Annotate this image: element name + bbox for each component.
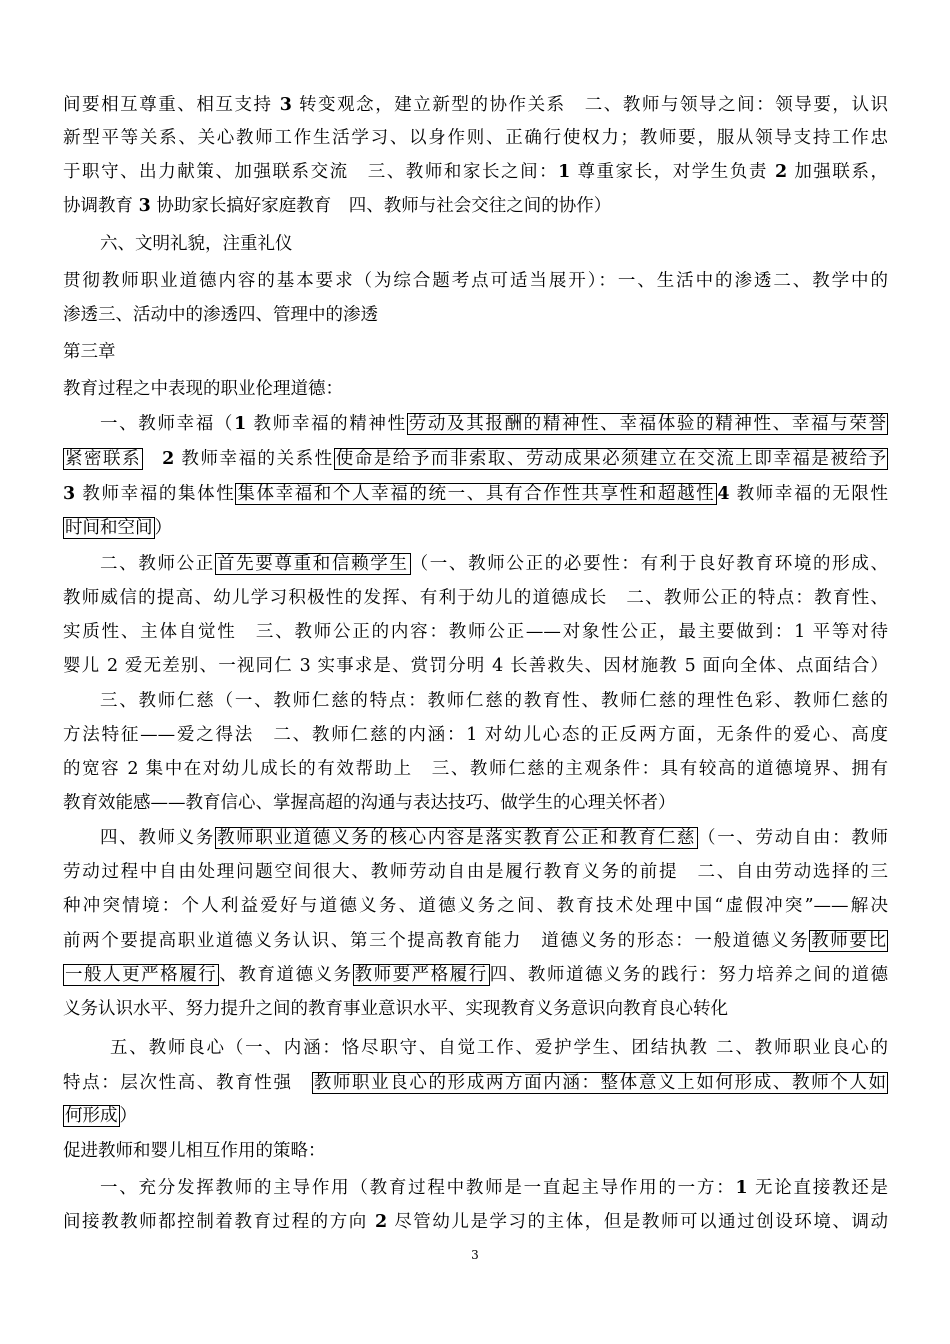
text-line [63,856,888,889]
boxed-highlight: 教师要严格履行 [354,965,488,985]
text-run: 于职守、出力献策、加强联系交流 三、教师和家长之间： [63,162,559,182]
bold-number: 4 [717,484,730,504]
text-run: （一、教师公正的必要性：有利于良好教育环境的形成、 [410,554,889,574]
text-run: 间要相互尊重、相互支持 [63,95,280,115]
text-line [63,787,888,820]
boxed-highlight: 时间和空间 [65,518,153,538]
text-run: 三、教师仁慈（一、教师仁慈的特点：教师仁慈的教育性、教师仁慈的理性色彩、教师仁慈的 [100,691,888,711]
boxed-highlight: 教师要比 [811,931,887,951]
bold-number: 3 [279,95,292,115]
boxed-highlight: 集体幸福和个人幸福的统一、具有合作性共享性和超越性 [237,484,716,504]
bold-number: 3 [138,196,151,216]
text-run: 新型平等关系、关心教师工作生活学习、以身作则、正确行使权力；教师要，服从领导支持工作忠 [63,128,888,148]
text-run [143,449,162,469]
bold-number: 2 [162,449,175,469]
text-run: 六、文明礼貌，注重礼仪 [100,234,293,254]
boxed-highlight: 劳动及其报酬的精神性、幸福体验的精神性、幸福与荣誉 [408,414,886,434]
text-line [63,993,888,1026]
text-run: 贯彻教师职业道德内容的基本要求（为综合题考点可适当展开）：一、生活中的渗透二、教学中的 [63,271,888,291]
text-run: 实质性、主体自觉性 三、教师公正的内容：教师公正——对象性公正，最主要做到：1 平等对待 [63,622,888,642]
text-line [100,1172,888,1205]
text-run: 渗透三、活动中的渗透四、管理中的渗透 [63,305,378,325]
text-line [63,512,888,545]
text-run: 义务认识水平、努力提升之间的教育事业意识水平、实现教育义务意识向教育良心转化 [63,999,728,1019]
text-line [63,299,888,332]
bold-number: 1 [234,414,247,434]
text-run: 教师幸福的关系性 [174,449,334,469]
text-line [63,719,888,752]
text-run: 前两个要提高职业道德义务认识、第三个提高教育能力 道德义务的形态：一般道德义务 [63,931,810,951]
text-run: 二、教师公正 [100,554,215,574]
bold-number: 3 [63,484,76,504]
boxed-highlight: 教师职业良心的形成两方面内涵：整体意义上如何形成、教师个人如 [313,1073,886,1093]
text-line [63,89,888,122]
text-run: 四、教师道德义务的践行：努力培养之间的道德 [489,965,889,985]
page-number: 3 [471,1248,479,1262]
text-line [63,582,888,615]
boxed-highlight: 使命是给予而非索取、劳动成果必须建立在交流上即幸福是被给予 [335,449,887,469]
text-line [100,408,888,441]
text-line [100,685,888,718]
text-line [110,1032,888,1065]
boxed-highlight: 教师职业道德义务的核心内容是落实教育公正和教育仁慈 [216,828,697,848]
text-run: 教师威信的提高、幼儿学习积极性的发挥、有利于幼儿的道德成长 二、教师公正的特点：教育性、 [63,588,888,608]
text-run: 特点：层次性高、教育性强 [63,1073,312,1093]
text-run: 方法特征——爱之得法 二、教师仁慈的内涵：1 对幼儿心态的正反两方面，无条件的爱心、高度 [63,725,888,745]
text-line [63,373,888,406]
text-run: 教师幸福的精神性 [246,414,407,434]
text-line [63,925,888,958]
text-line [63,122,888,155]
text-run: 教育效能感——教育信心、掌握高超的沟通与表达技巧、做学生的心理关怀者） [63,793,676,813]
text-run: ） [154,518,172,538]
text-run: 加强联系， [787,162,889,182]
text-line [63,265,888,298]
text-line [63,1067,888,1100]
bold-number: 1 [558,162,571,182]
text-line [63,443,888,476]
text-line [100,822,888,855]
text-run: 四、教师义务 [100,828,215,848]
boxed-highlight: 何形成 [65,1106,118,1126]
text-run: （一、劳动自由：教师 [698,828,889,848]
text-run: 尊重家长，对学生负责 [570,162,776,182]
text-run: 促进教师和婴儿相互作用的策略： [63,1141,326,1161]
text-line [63,336,888,369]
text-run: 五、教师良心（一、内涵：恪尽职守、自觉工作、爱护学生、团结执教 二、教师职业良心的 [110,1038,888,1058]
bold-number: 2 [775,162,788,182]
text-line [63,156,888,189]
text-line [63,753,888,786]
text-run: 教师幸福的无限性 [729,484,889,504]
text-run: 、教育道德义务 [219,965,353,985]
text-run: 转变观念，建立新型的协作关系 二、教师与领导之间：领导要，认识 [291,95,889,115]
text-line [63,1135,888,1168]
bold-number: 2 [374,1212,388,1232]
text-line [63,1206,888,1239]
text-run: 劳动过程中自由处理问题空间很大、教师劳动自由是履行教育义务的前提 二、自由劳动选择的三 [63,862,888,882]
boxed-highlight: 紧密联系 [65,449,142,469]
text-run: 第三章 [63,342,116,362]
text-run: 教育过程之中表现的职业伦理道德： [63,379,343,399]
text-run: 协调教育 [63,196,139,216]
text-run: 一、教师幸福（ [100,414,235,434]
text-line [100,228,888,261]
text-line [63,478,888,511]
text-run: 婴儿 2 爱无差别、一视同仁 3 实事求是、赏罚分明 4 长善救失、因材施教 5 面向全体、点面结合） [63,656,888,676]
text-line [63,959,888,992]
text-run: 无论直接教还是 [747,1178,889,1198]
text-run: 尽管幼儿是学习的主体，但是教师可以通过创设环境、调动 [387,1212,889,1232]
text-run: ） [119,1106,137,1126]
text-run: 的宽容 2 集中在对幼儿成长的有效帮助上 三、教师仁慈的主观条件：具有较高的道德境界、拥有 [63,759,888,779]
text-run: 间接教教师都控制着教育过程的方向 [63,1212,375,1232]
text-line [63,1100,888,1133]
text-run: 教师幸福的集体性 [75,484,236,504]
text-run: 协助家长搞好家庭教育 四、教师与社会交往之间的协作） [150,196,612,216]
text-run: 一、充分发挥教师的主导作用（教育过程中教师是一直起主导作用的一方： [100,1178,736,1198]
bold-number: 1 [735,1178,748,1198]
text-line [63,616,888,649]
text-line [63,190,888,223]
text-line [100,548,888,581]
boxed-highlight: 一般人更严格履行 [65,965,218,985]
boxed-highlight: 首先要尊重和信赖学生 [216,554,409,574]
text-line [63,650,888,683]
text-run: 种冲突情境：个人利益爱好与道德义务、道德义务之间、教育技术处理中国“虚假冲突”——解决 [63,896,888,916]
text-line [63,890,888,923]
